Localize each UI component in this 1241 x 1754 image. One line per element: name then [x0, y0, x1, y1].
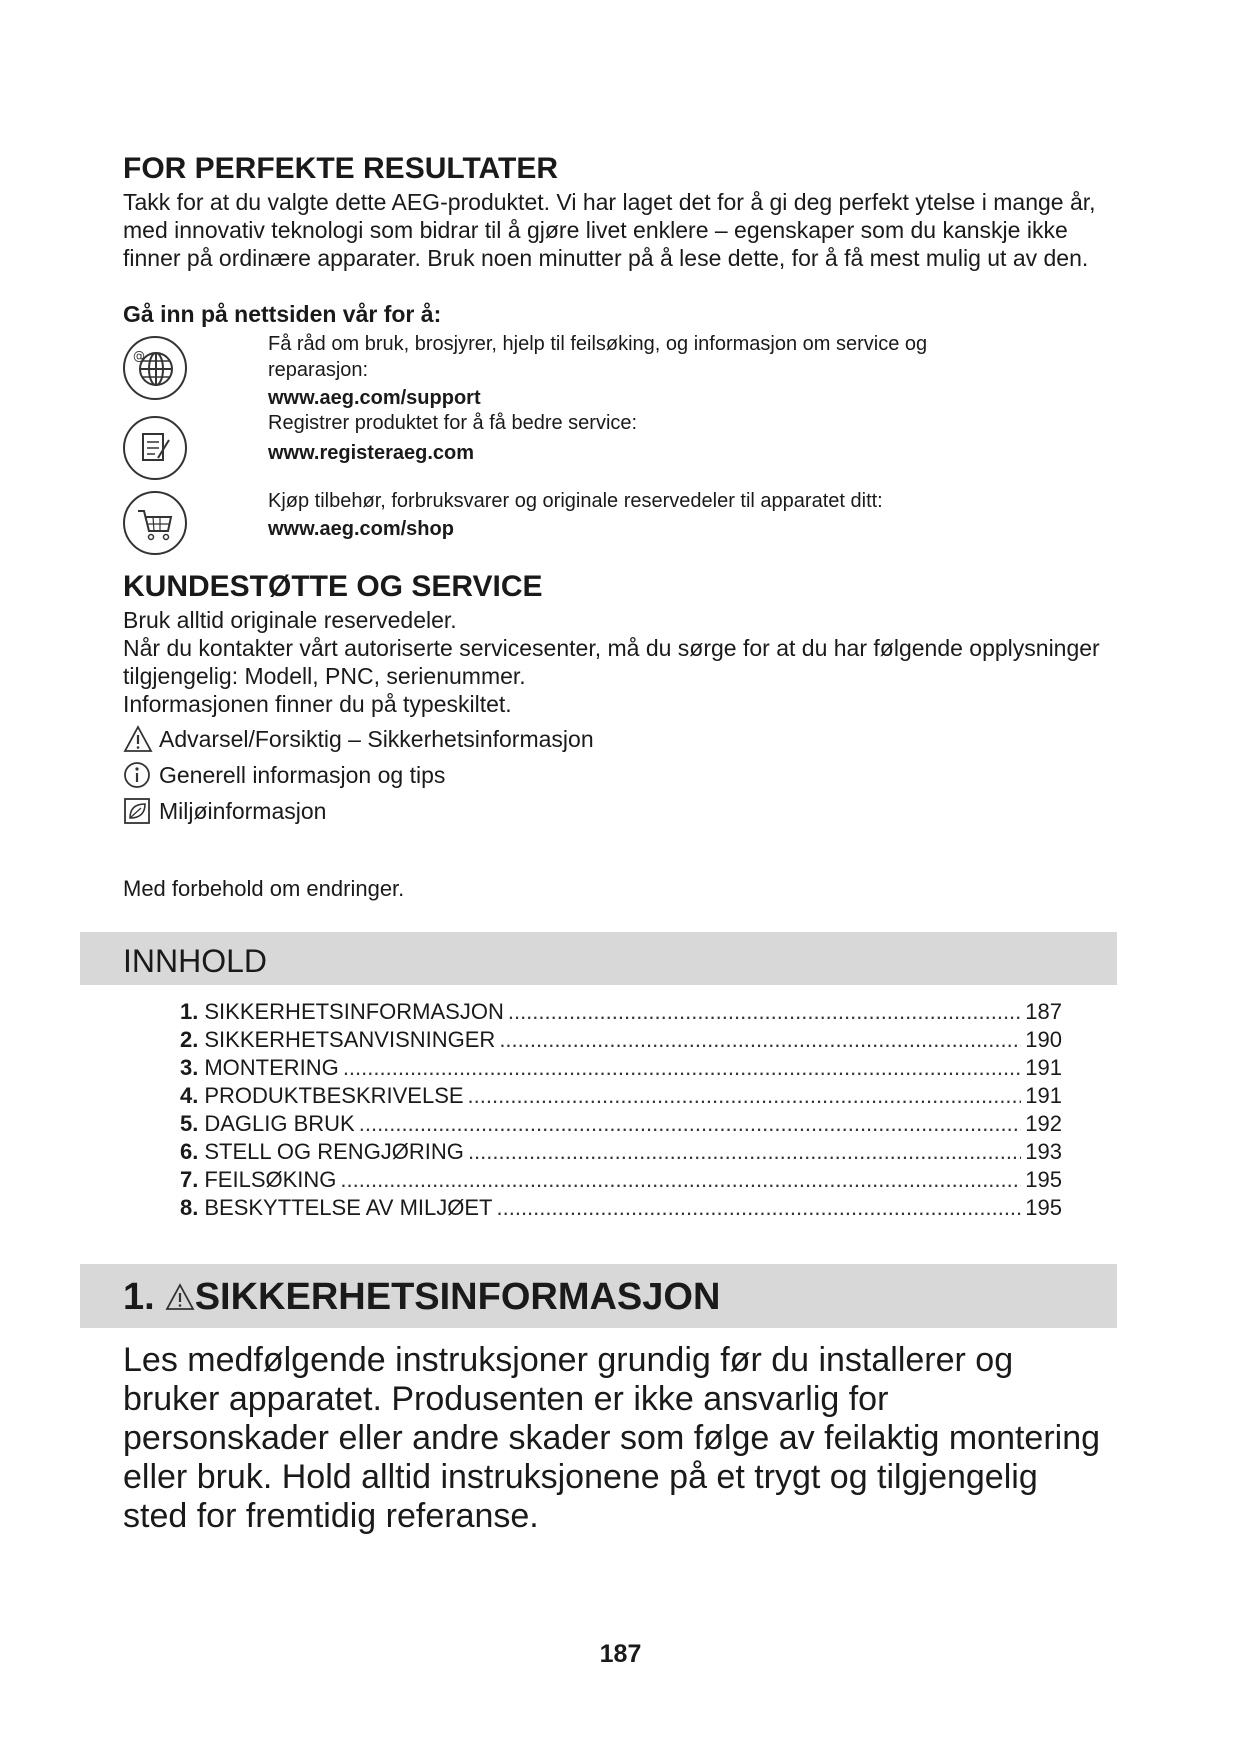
register-link[interactable]: www.registeraeg.com	[268, 442, 474, 464]
web-item-shop-text: Kjøp tilbehør, forbruksvarer og originale reservedeler til apparatet ditt:	[268, 490, 883, 512]
toc-dots	[340, 1166, 1021, 1194]
cart-icon	[123, 491, 187, 555]
toc-num: 6.	[180, 1139, 199, 1164]
warning-icon	[165, 1283, 195, 1311]
support-line: Informasjonen finner du på typeskiltet.	[123, 691, 512, 717]
toc-num: 2.	[180, 1027, 199, 1052]
toc-row[interactable]	[180, 1026, 1062, 1054]
support-line: Bruk alltid originale reservedeler.	[123, 607, 457, 633]
toc-page: 193	[1025, 1139, 1062, 1164]
register-icon	[123, 416, 187, 480]
safety-heading-num: 1.	[123, 1276, 155, 1318]
page-number: 187	[599, 1640, 642, 1668]
globe-icon	[123, 336, 187, 400]
legend-environment	[123, 796, 326, 826]
safety-heading-title: SIKKERHETSINFORMASJON	[194, 1276, 721, 1318]
toc-row[interactable]	[180, 1138, 1062, 1166]
support-text	[123, 606, 1108, 718]
info-icon	[123, 761, 153, 789]
toc-label: FEILSØKING	[204, 1167, 337, 1192]
toc-dots	[499, 1026, 1021, 1054]
support-link[interactable]: www.aeg.com/support	[268, 387, 481, 409]
svg-text:@: @	[133, 349, 145, 363]
toc-row[interactable]	[180, 1194, 1062, 1222]
legend-info-text: Generell informasjon og tips	[159, 762, 446, 788]
section-heading-support: KUNDESTØTTE OG SERVICE	[123, 570, 543, 603]
safety-intro: Les medfølgende instruksjoner grundig før du installerer og bruker apparatet. Produsenten er ikke ansvarlig for personskader eller andre skader som følge av feilaktig montering eller bruk. Hold alltid instruksjonene på et trygt og tilgjengelig sted for fremtidig referanse.	[123, 1341, 1101, 1535]
shop-link[interactable]: www.aeg.com/shop	[268, 518, 454, 540]
toc-dots	[343, 1054, 1021, 1082]
toc-label: SIKKERHETSINFORMASJON	[204, 999, 504, 1024]
toc-num: 4.	[180, 1083, 199, 1108]
toc-page: 192	[1025, 1111, 1062, 1136]
warning-icon	[123, 725, 153, 753]
toc-row[interactable]	[180, 1082, 1062, 1110]
toc-label: DAGLIG BRUK	[204, 1111, 355, 1136]
web-item-support-text: Få råd om bruk, brosjyrer, hjelp til feilsøking, og informasjon om service og reparasjon:	[268, 333, 928, 381]
table-of-contents	[180, 998, 1062, 1222]
toc-page: 191	[1025, 1083, 1062, 1108]
toc-num: 1.	[180, 999, 199, 1024]
toc-num: 3.	[180, 1055, 199, 1080]
legend-info	[123, 760, 445, 790]
toc-title: INNHOLD	[123, 943, 268, 979]
toc-num: 7.	[180, 1167, 199, 1192]
toc-row[interactable]	[180, 1054, 1062, 1082]
toc-dots	[468, 1082, 1022, 1110]
leaf-icon	[123, 797, 153, 825]
legend-warning	[123, 724, 594, 754]
toc-row[interactable]	[180, 1166, 1062, 1194]
web-item-shop	[268, 488, 1028, 542]
toc-dots	[497, 1194, 1022, 1222]
legend-environment-text: Miljøinformasjon	[159, 798, 327, 824]
web-item-register-text: Registrer produktet for å få bedre service:	[268, 412, 638, 434]
toc-num: 8.	[180, 1195, 199, 1220]
toc-row[interactable]	[180, 998, 1062, 1026]
toc-page: 191	[1025, 1055, 1062, 1080]
toc-num: 5.	[180, 1111, 199, 1136]
toc-page: 195	[1025, 1167, 1062, 1192]
web-lead: Gå inn på nettsiden vår for å:	[123, 301, 442, 327]
web-item-register	[268, 410, 1028, 466]
web-item-support	[268, 331, 1028, 411]
toc-row[interactable]	[180, 1110, 1062, 1138]
toc-label: PRODUKTBESKRIVELSE	[204, 1083, 464, 1108]
intro-paragraph: Takk for at du valgte dette AEG-produktet. Vi har laget det for å gi deg perfekt ytelse i mange år, med innovativ teknologi som bidrar til å gjøre livet enklere – egenskaper som du kanskje ikke finner på ordinære apparater. Bruk noen minutter på å lese dette, for å få mest mulig ut av den.	[123, 189, 1096, 271]
legend-warning-text: Advarsel/Forsiktig – Sikkerhetsinformasjon	[159, 726, 594, 752]
toc-label: STELL OG RENGJØRING	[204, 1139, 464, 1164]
safety-heading	[123, 1275, 720, 1319]
section-heading-results: FOR PERFEKTE RESULTATER	[123, 152, 558, 185]
toc-dots	[468, 1138, 1021, 1166]
toc-page: 190	[1025, 1027, 1062, 1052]
toc-dots	[508, 998, 1021, 1026]
support-line: Når du kontakter vårt autoriserte servicesenter, må du sørge for at du har følgende opplysninger tilgjengelig: Modell, PNC, serienummer.	[123, 635, 1100, 689]
toc-page: 195	[1025, 1195, 1062, 1220]
toc-dots	[359, 1110, 1022, 1138]
toc-label: MONTERING	[204, 1055, 339, 1080]
toc-page: 187	[1025, 999, 1062, 1024]
toc-label: BESKYTTELSE AV MILJØET	[204, 1195, 493, 1220]
toc-label: SIKKERHETSANVISNINGER	[204, 1027, 496, 1052]
changes-notice: Med forbehold om endringer.	[123, 876, 405, 901]
